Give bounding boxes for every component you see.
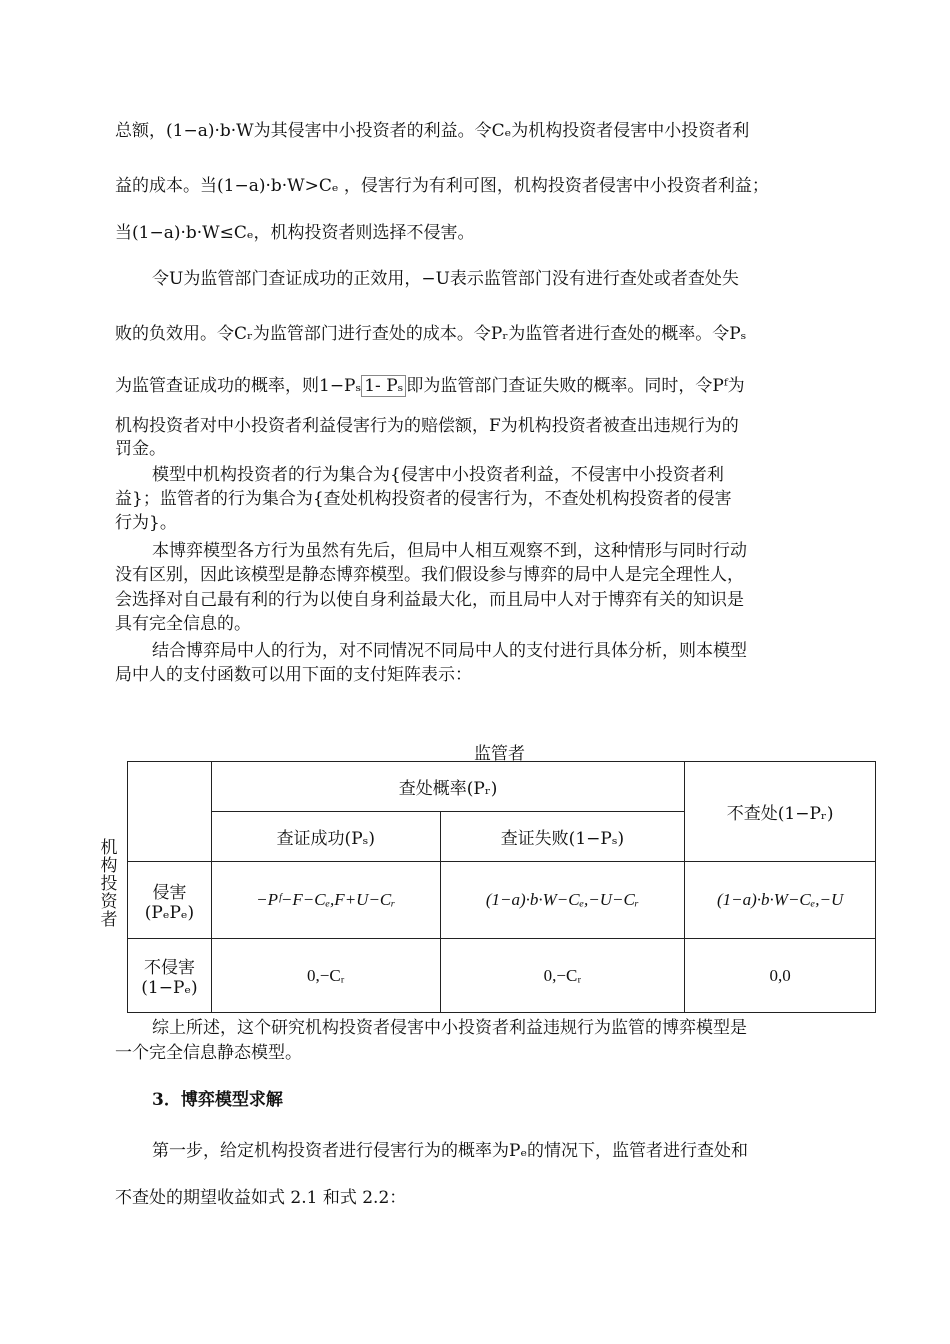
payoff-cell: (1−a)·b·W−Cₑ,−U−Cᵣ xyxy=(440,862,685,939)
paragraph-line xyxy=(115,375,840,397)
payoff-cell: 0,−Cᵣ xyxy=(211,939,440,1013)
boxed-formula: 1- Pₛ xyxy=(361,375,406,397)
table-caption: 监管者 xyxy=(474,744,525,764)
header-verify-success xyxy=(211,812,440,862)
row-header-infringe-prob: (PₑPₑ) xyxy=(144,902,195,923)
paragraph-line: 败的负效用。令Cᵣ为监管部门进行查处的成本。令Pᵣ为监管者进行查处的概率。令Pₛ xyxy=(115,324,747,344)
row-header-no-infringe-prob: (1−Pₑ) xyxy=(141,978,198,998)
paragraph-line: 结合博弈局中人的行为，对不同情况不同局中人的支付进行具体分析，则本模型 xyxy=(152,641,747,661)
payoff-cell: 0,−Cᵣ xyxy=(440,939,685,1013)
payoff-cell: 0,0 xyxy=(685,939,876,1013)
paragraph-line: 第一步，给定机构投资者进行侵害行为的概率为Pₑ的情况下，监管者进行查处和 xyxy=(152,1141,749,1161)
paragraph-line: 综上所述，这个研究机构投资者侵害中小投资者利益违规行为监管的博弈模型是 xyxy=(152,1018,747,1038)
paragraph-line: 局中人的支付函数可以用下面的支付矩阵表示： xyxy=(115,665,472,685)
paragraph-line: 本博弈模型各方行为虽然有先后，但局中人相互观察不到，这种情形与同时行动 xyxy=(152,541,747,561)
row-header-no-infringe xyxy=(128,939,212,1013)
paragraph-line: 没有区别，因此该模型是静态博弈模型。我们假设参与博弈的局中人是完全理性人， xyxy=(115,565,744,585)
header-verify-fail xyxy=(440,812,685,862)
header-no-inspect-label: 不查处(1−Pᵣ) xyxy=(726,804,834,824)
section-heading: 3．博弈模型求解 xyxy=(152,1090,283,1110)
row-header-no-infringe-label: 不侵害 xyxy=(143,958,195,978)
corner-cell xyxy=(128,762,212,862)
row-group-label-text: 机构投资者 xyxy=(96,838,117,928)
paragraph-line: 会选择对自己最有利的行为以使自身利益最大化，而且局中人对于博弈有关的知识是 xyxy=(115,590,744,610)
row-header-infringe-label: 侵害 xyxy=(152,882,187,903)
text-run: 即为监管部门查证失败的概率。同时，令Pᶠ为 xyxy=(406,376,745,396)
text-run: 为监管查证成功的概率，则1−Pₛ xyxy=(115,376,362,396)
paragraph-line: 令U为监管部门查证成功的正效用，−U表示监管部门没有进行查处或者查处失 xyxy=(152,269,739,289)
paragraph-line: 一个完全信息静态模型。 xyxy=(115,1043,302,1063)
paragraph-line: 罚金。 xyxy=(115,439,166,459)
paragraph-line: 益的成本。当(1−a)·b·W>Cₑ ，侵害行为有利可图，机构投资者侵害中小投资者利益； xyxy=(115,176,769,196)
row-header-infringe xyxy=(128,862,212,939)
header-inspect xyxy=(211,762,684,812)
paragraph-line: 不查处的期望收益如式 2.1 和式 2.2： xyxy=(115,1188,407,1208)
header-no-inspect xyxy=(685,762,876,862)
paragraph-line: 当(1−a)·b·W≤Cₑ，机构投资者则选择不侵害。 xyxy=(115,223,475,243)
paragraph-line: 机构投资者对中小投资者利益侵害行为的赔偿额，F为机构投资者被查出违规行为的 xyxy=(115,416,739,436)
paragraph-line: 总额，(1−a)·b·W为其侵害中小投资者的利益。令Cₑ为机构投资者侵害中小投资者利 xyxy=(115,121,750,141)
payoff-cell: −Pᶠ−F−Cₑ,F+U−Cᵣ xyxy=(211,862,440,939)
paragraph-line: 具有完全信息的。 xyxy=(115,614,251,634)
header-inspect-label: 查处概率(Pᵣ) xyxy=(398,779,498,799)
payoff-cell: (1−a)·b·W−Cₑ,−U xyxy=(685,862,876,939)
paragraph-line: 模型中机构投资者的行为集合为{侵害中小投资者利益，不侵害中小投资者利 xyxy=(152,465,724,485)
payoff-matrix xyxy=(127,761,876,1013)
header-verify-success-label: 查证成功(Pₛ) xyxy=(276,829,375,849)
paragraph-line: 行为}。 xyxy=(115,513,177,533)
header-verify-fail-label: 查证失败(1−Pₛ) xyxy=(500,829,625,849)
paragraph-line: 益}；监管者的行为集合为{查处机构投资者的侵害行为，不查处机构投资者的侵害 xyxy=(115,489,732,509)
row-group-label xyxy=(96,838,116,933)
